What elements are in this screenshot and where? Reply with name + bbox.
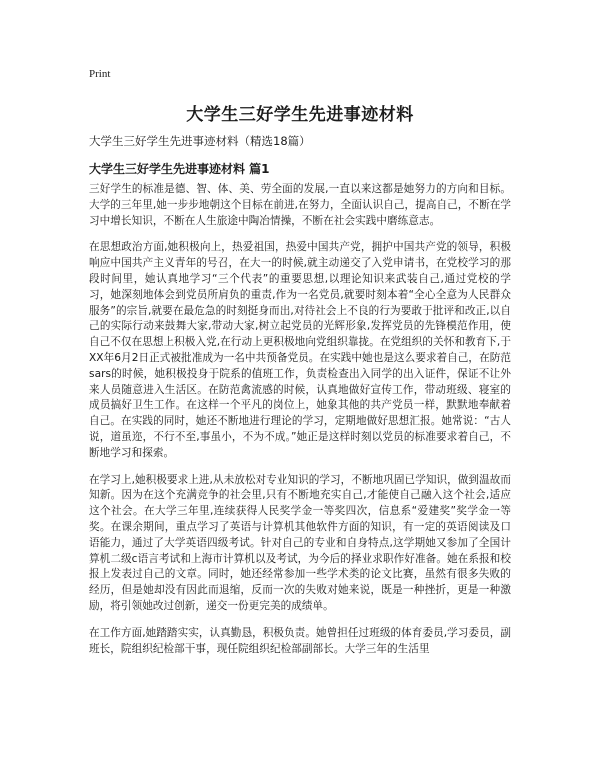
paragraph-3: 在学习上,她积极要求上进,从未放松对专业知识的学习，不断地巩固已学知识，做到温故而知新。因为在这个充满竞争的社会里,只有不断地充实自己,才能使自己融入这个社会,适应这个社会。在大学三年里,连续获得人民奖学金一等奖四次，信息系“爱建奖”奖学金一等奖。在课余期间，重点学习了英语与计算机其他软件方面的知识，有一定的英语阅读及口语能力，通过了大学英语四级考试。针对自己的专业和自身特点,这学期她又参加了全国计算机二级c语言考试和上海市计算机以及考试，为今后的择业求职作好准备。她在系报和校报上发表过自己的文章。同时，她还经常参加一些学术类的论文比赛，虽然有很多失败的经历，但是她却没有因此而退缩，反而一次的失败对她来说，既是一种挫折，更是一种激励，将引领她改过创新，递交一份更完美的成绩单。 xyxy=(89,473,511,612)
paragraph-1: 三好学生的标准是德、智、体、美、劳全面的发展,一直以来这都是她努力的方向和目标。大学的三年里,她一步步地朝这个目标在前进,在努力，全面认识自己，提高自己，不断在学习中增长知识，不断在人生旅途中陶冶情操，不断在社会实践中磨练意志。 xyxy=(89,183,511,227)
article-body xyxy=(89,182,511,668)
print-link[interactable]: Print xyxy=(89,68,111,80)
section-heading: 大学生三好学生先进事迹材料 篇1 xyxy=(89,162,270,176)
paragraph-2: 在思想政治方面,她积极向上，热爱祖国，热爱中国共产党，拥护中国共产党的领导，积极响应中国共产主义青年的号召，在大一的时候,就主动递交了入党申请书，在党校学习的那段时间里，她认真地学习“三个代表”的重要思想,以理论知识来武装自己,通过党校的学习，她深刻地体会到党员所肩负的重责,作为一名党员,就要时刻本着“全心全意为人民群众服务”的宗旨,就要在最危急的时刻挺身而出,对待社会上不良的行为要敢于批评和改正,以自己的实际行动来鼓舞大家,带动大家,树立起党员的光辉形象,发挥党员的先锋模范作用，使自己不仅在思想上积极入党,在行动上更积极地向党组织靠拢。在党组织的关怀和教育下,于XX年6月2日正式被批准成为一名中共预备党员。在实践中她也是这么要求着自己，在防范sars的时候，她积极投身于院系的值班工作，负责检查出入同学的出入证件，保证不让外来人员随意进入生活区。在防范禽流感的时候，认真地做好宣传工作，带动班级、寝室的成员搞好卫生工作。在这样一个平凡的岗位上，她象其他的共产党员一样，默默地奉献着自己。在实践的同时，她还不断地进行理论的学习，定期地做好思想汇报。她常说：“古人说，道虽迩，不行不至,事虽小，不为不成。”她正是这样时刻以党员的标准要求着自己，不断地学习和探索。 xyxy=(89,241,512,459)
document-title: 大学生三好学生先进事迹材料 xyxy=(186,105,414,125)
paragraph-4: 在工作方面,她踏踏实实，认真勤恳，积极负责。她曾担任过班级的体育委员,学习委员，副班长，院组织纪检部干事，现任院组织纪检部副部长。大学三年的生活里 xyxy=(89,626,511,655)
document-subtitle: 大学生三好学生先进事迹材料（精选18篇） xyxy=(89,134,311,148)
